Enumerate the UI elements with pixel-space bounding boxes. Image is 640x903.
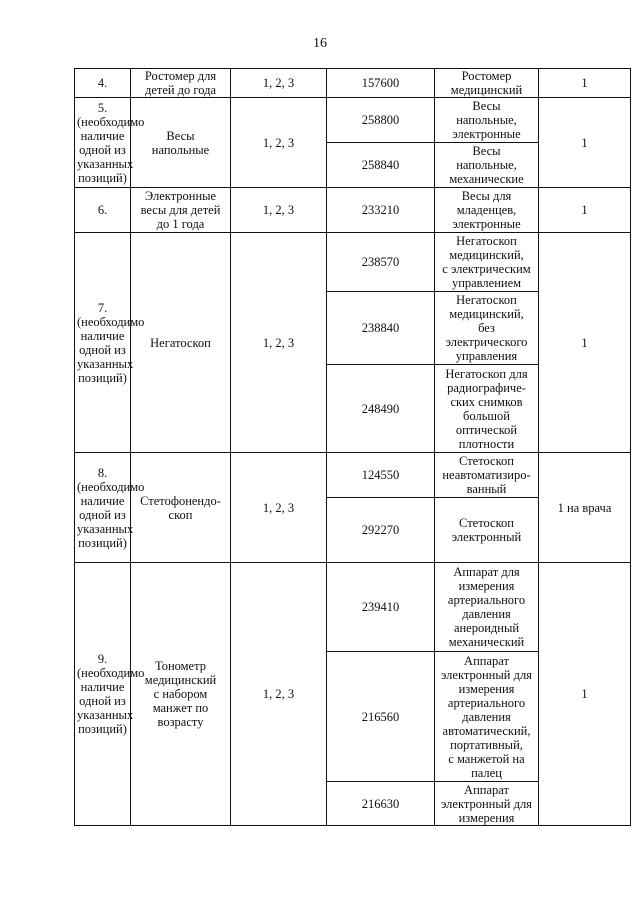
item-quantity: 1 [539, 188, 631, 233]
table-row [75, 233, 631, 292]
variant-label: Ростомер медицинский [435, 69, 539, 98]
variant-label: Негатоскоп медицинский, без электрического управления [435, 292, 539, 365]
item-conditions: 1, 2, 3 [231, 563, 327, 826]
variant-code: 233210 [327, 188, 435, 233]
item-quantity: 1 [539, 69, 631, 98]
variant-label: Аппарат электронный для измерения [435, 782, 539, 826]
equipment-table [74, 68, 631, 826]
item-quantity: 1 [539, 563, 631, 826]
variant-label: Аппарат для измерения артериального давления анероидный механический [435, 563, 539, 652]
item-name: Негатоскоп [131, 233, 231, 453]
variant-label: Стетоскоп электронный [435, 498, 539, 563]
variant-label: Аппарат электронный для измерения артериального давления автоматический, портативный, с манжетой на палец [435, 652, 539, 782]
item-name: Весы напольные [131, 98, 231, 188]
variant-code: 258840 [327, 143, 435, 188]
table-row [75, 98, 631, 143]
variant-code: 216560 [327, 652, 435, 782]
table-row [75, 188, 631, 233]
variant-code: 238570 [327, 233, 435, 292]
item-conditions: 1, 2, 3 [231, 69, 327, 98]
variant-code: 258800 [327, 98, 435, 143]
item-number: 7. (необходимо наличие одной из указанных позиций) [75, 233, 131, 453]
item-quantity: 1 [539, 98, 631, 188]
item-name: Стетофонендо- скоп [131, 453, 231, 563]
variant-code: 216630 [327, 782, 435, 826]
variant-label: Негатоскоп для радиографиче- ских снимков большой оптической плотности [435, 365, 539, 453]
item-conditions: 1, 2, 3 [231, 233, 327, 453]
variant-label: Весы напольные, механические [435, 143, 539, 188]
item-conditions: 1, 2, 3 [231, 188, 327, 233]
variant-code: 124550 [327, 453, 435, 498]
variant-label: Весы для младенцев, электронные [435, 188, 539, 233]
item-name: Электронные весы для детей до 1 года [131, 188, 231, 233]
variant-label: Стетоскоп неавтоматизиро- ванный [435, 453, 539, 498]
item-number: 6. [75, 188, 131, 233]
table-row [75, 453, 631, 498]
item-name: Ростомер для детей до года [131, 69, 231, 98]
page-number: 16 [313, 36, 327, 51]
item-conditions: 1, 2, 3 [231, 98, 327, 188]
table-row [75, 563, 631, 652]
variant-code: 157600 [327, 69, 435, 98]
item-number: 4. [75, 69, 131, 98]
table-row [75, 69, 631, 98]
variant-code: 292270 [327, 498, 435, 563]
item-number: 8. (необходимо наличие одной из указанных позиций) [75, 453, 131, 563]
variant-code: 248490 [327, 365, 435, 453]
variant-code: 239410 [327, 563, 435, 652]
item-quantity: 1 на врача [539, 453, 631, 563]
variant-code: 238840 [327, 292, 435, 365]
item-quantity: 1 [539, 233, 631, 453]
item-number: 5. (необходимо наличие одной из указанных позиций) [75, 98, 131, 188]
item-number: 9. (необходимо наличие одной из указанных позиций) [75, 563, 131, 826]
item-name: Тонометр медицинский с набором манжет по возрасту [131, 563, 231, 826]
variant-label: Весы напольные, электронные [435, 98, 539, 143]
variant-label: Негатоскоп медицинский, с электрическим управлением [435, 233, 539, 292]
item-conditions: 1, 2, 3 [231, 453, 327, 563]
table-body [75, 69, 631, 826]
